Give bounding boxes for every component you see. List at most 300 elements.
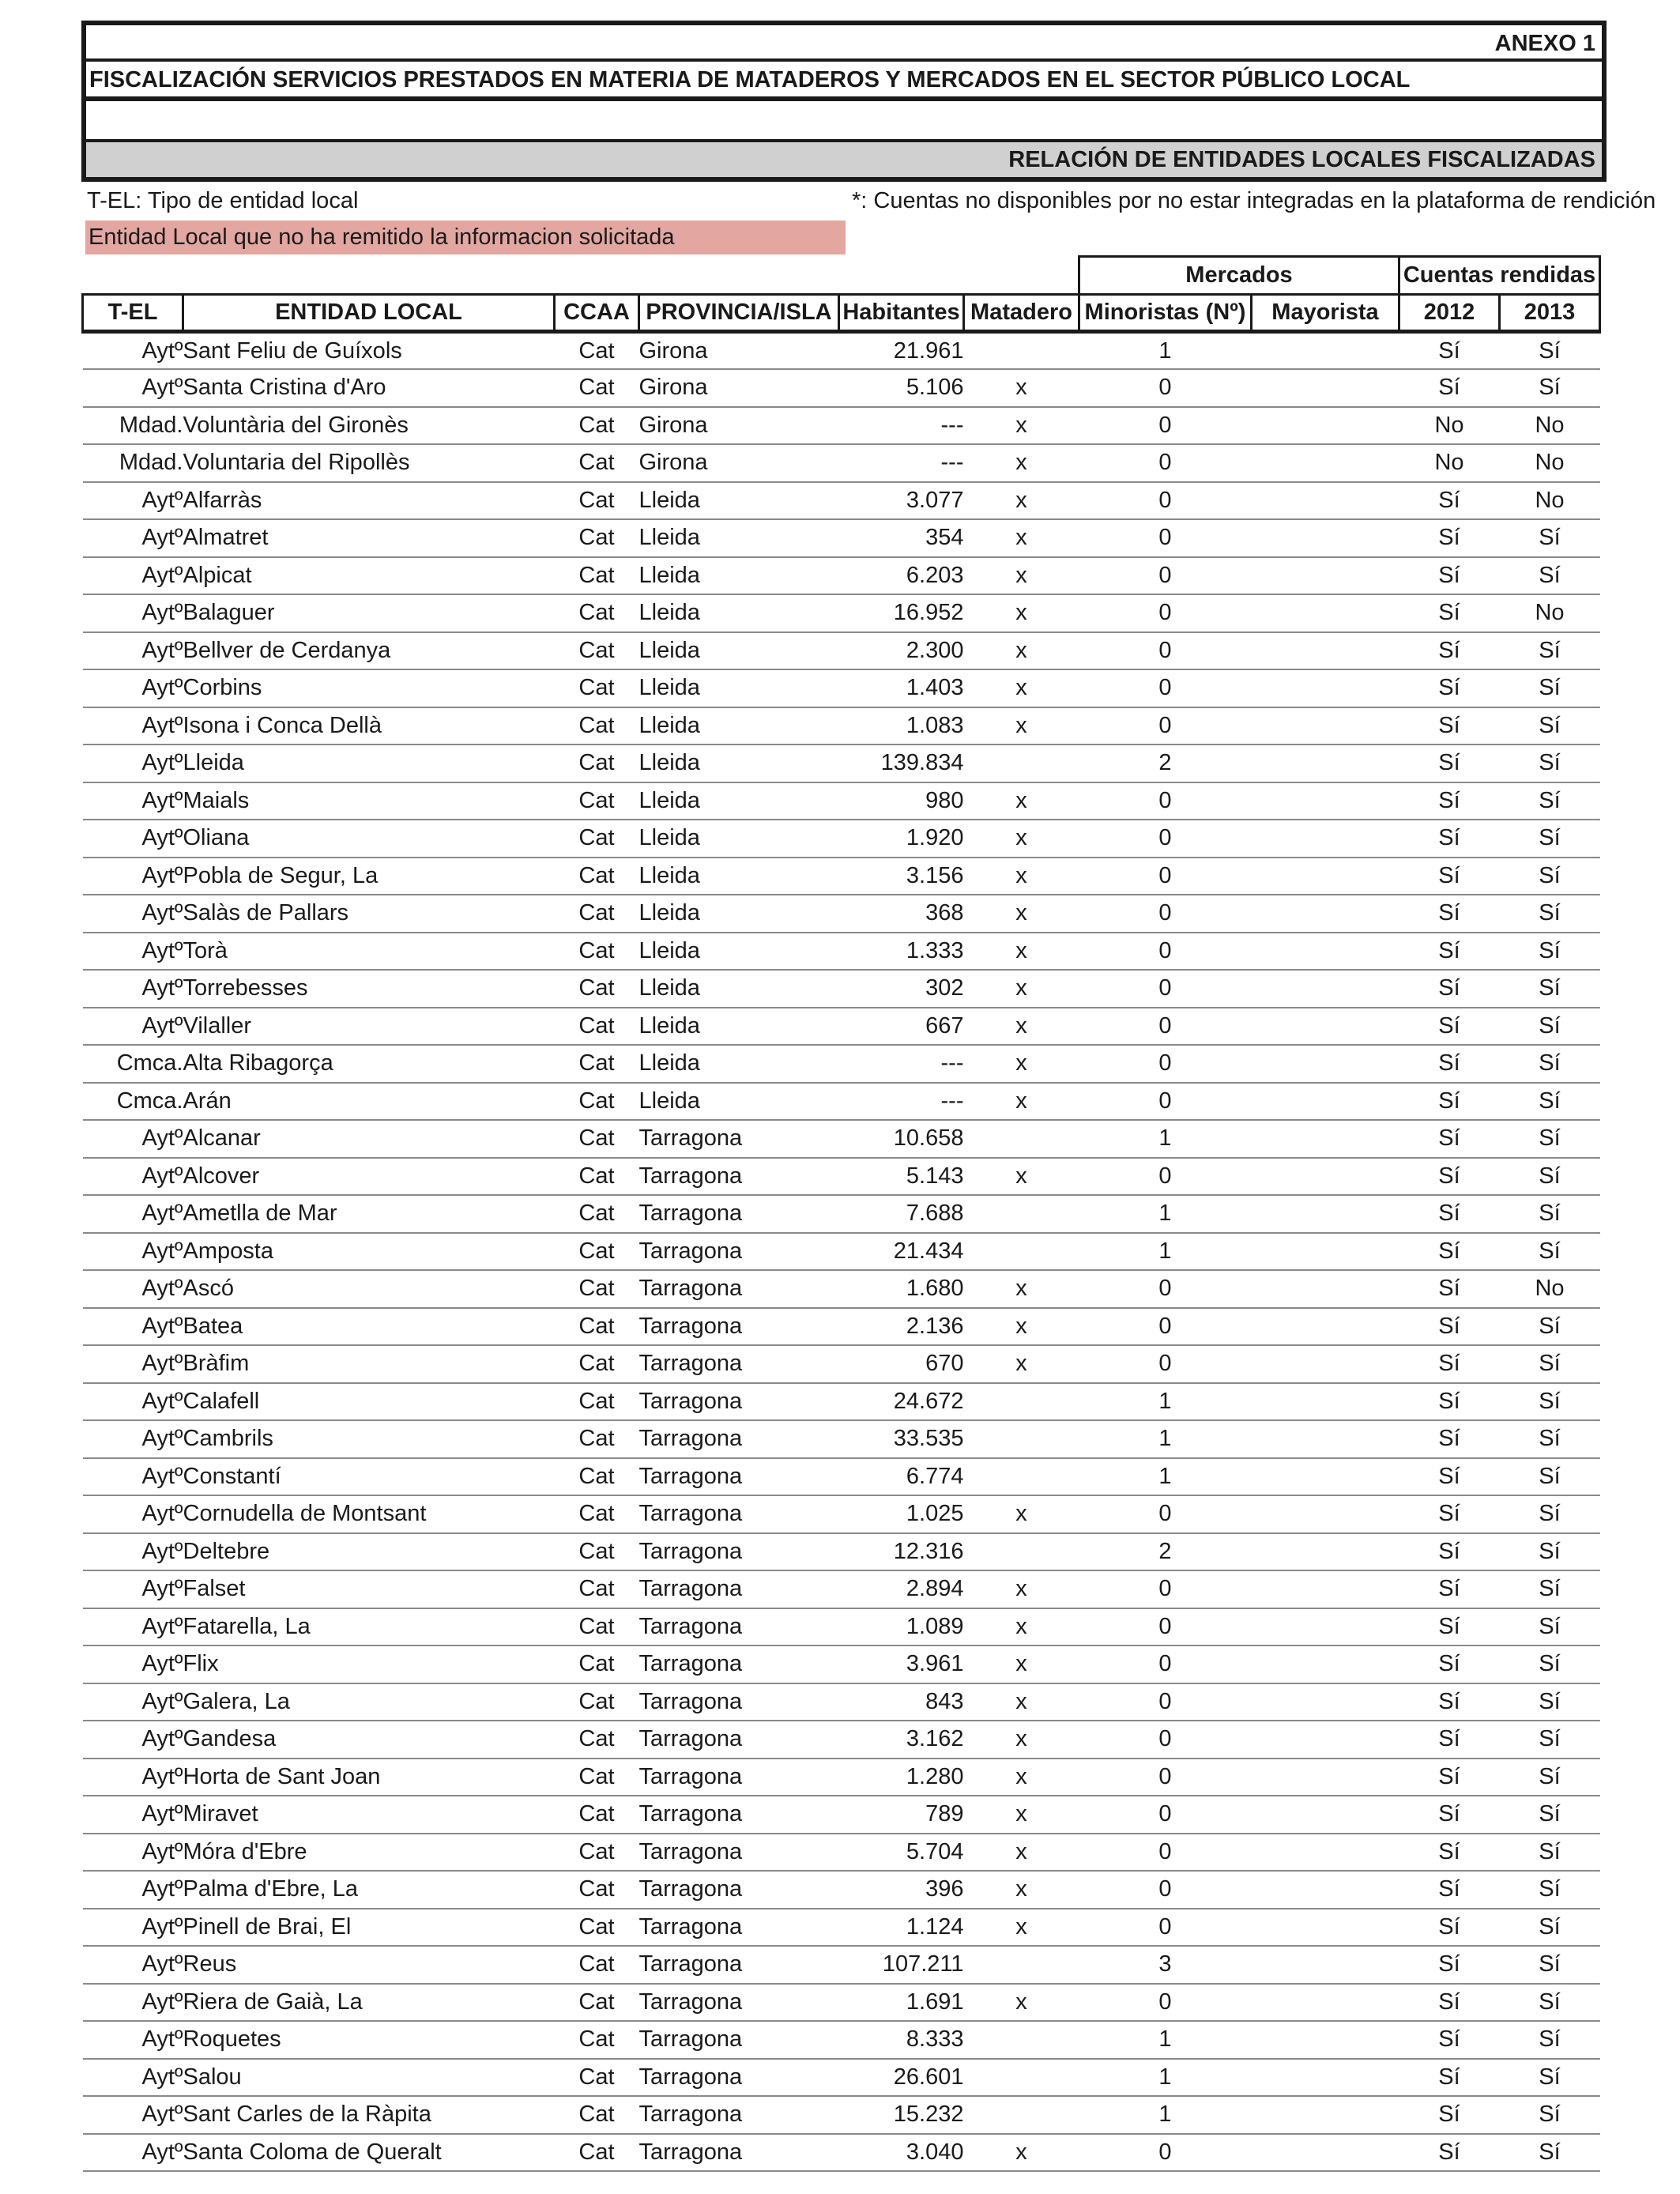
ccaa-cell: Cat xyxy=(555,669,639,707)
tel-cell: Aytº xyxy=(83,2134,183,2172)
entidad-cell: Alcover xyxy=(183,1158,555,1196)
mayorista-cell xyxy=(1252,895,1399,933)
matadero-cell: x xyxy=(964,1270,1079,1308)
habitantes-cell: 3.162 xyxy=(839,1721,964,1759)
matadero-cell: x xyxy=(964,858,1079,895)
entities-table xyxy=(81,255,1601,2172)
habitantes-cell: --- xyxy=(839,444,964,482)
mayorista-cell xyxy=(1252,1946,1399,1984)
minoristas-cell: 0 xyxy=(1079,1834,1252,1872)
cuentas-2013-cell: Sí xyxy=(1500,1570,1600,1608)
table-row xyxy=(83,1683,1600,1721)
minoristas-cell: 0 xyxy=(1079,444,1252,482)
provincia-cell: Tarragona xyxy=(639,1871,839,1909)
cuentas-2012-cell: Sí xyxy=(1399,1608,1500,1646)
matadero-cell: x xyxy=(964,933,1079,971)
table-row xyxy=(83,1608,1600,1646)
ccaa-cell: Cat xyxy=(555,444,639,482)
entidad-cell: Deltebre xyxy=(183,1533,555,1571)
cuentas-2013-cell: Sí xyxy=(1500,1683,1600,1721)
cuentas-2012-cell: Sí xyxy=(1399,2059,1500,2097)
cuentas-2012-cell: Sí xyxy=(1399,933,1500,971)
cuentas-2012-cell: No xyxy=(1399,444,1500,482)
tel-cell: Aytº xyxy=(83,745,183,782)
cuentas-2013-cell: Sí xyxy=(1500,1420,1600,1458)
entidad-cell: Alcanar xyxy=(183,1120,555,1158)
minoristas-cell: 0 xyxy=(1079,1796,1252,1834)
entidad-cell: Sant Carles de la Ràpita xyxy=(183,2096,555,2134)
provincia-cell: Tarragona xyxy=(639,2096,839,2134)
mayorista-cell xyxy=(1252,482,1399,520)
entidad-cell: Salou xyxy=(183,2059,555,2097)
provincia-cell: Tarragona xyxy=(639,1383,839,1421)
col-header-mayorista: Mayorista xyxy=(1252,294,1399,332)
provincia-cell: Lleida xyxy=(639,557,839,595)
matadero-cell xyxy=(964,1946,1079,1984)
matadero-cell xyxy=(964,1533,1079,1571)
col-header-entidad: ENTIDAD LOCAL xyxy=(183,294,555,332)
table-row xyxy=(83,594,1600,632)
table-row xyxy=(83,1345,1600,1383)
provincia-cell: Tarragona xyxy=(639,1759,839,1796)
minoristas-cell: 1 xyxy=(1079,2059,1252,2097)
matadero-cell: x xyxy=(964,1834,1079,1872)
cuentas-2012-cell: Sí xyxy=(1399,482,1500,520)
habitantes-cell: 368 xyxy=(839,895,964,933)
minoristas-cell: 0 xyxy=(1079,2134,1252,2172)
table-row xyxy=(83,895,1600,933)
habitantes-cell: 2.894 xyxy=(839,1570,964,1608)
entidad-cell: Torà xyxy=(183,933,555,971)
provincia-cell: Tarragona xyxy=(639,1495,839,1533)
provincia-cell: Lleida xyxy=(639,895,839,933)
cuentas-2012-cell: Sí xyxy=(1399,1646,1500,1683)
minoristas-cell: 0 xyxy=(1079,369,1252,407)
table-row xyxy=(83,1120,1600,1158)
minoristas-cell: 0 xyxy=(1079,1871,1252,1909)
table-row xyxy=(83,1533,1600,1571)
mayorista-cell xyxy=(1252,1195,1399,1233)
habitantes-cell: 3.040 xyxy=(839,2134,964,2172)
table-row xyxy=(83,632,1600,670)
provincia-cell: Girona xyxy=(639,444,839,482)
provincia-cell: Girona xyxy=(639,369,839,407)
matadero-cell xyxy=(964,1458,1079,1496)
minoristas-cell: 0 xyxy=(1079,858,1252,895)
entidad-cell: Sant Feliu de Guíxols xyxy=(183,332,555,370)
cuentas-2013-cell: Sí xyxy=(1500,2134,1600,2172)
header-spacer xyxy=(83,257,1079,295)
cuentas-2013-cell: Sí xyxy=(1500,970,1600,1008)
ccaa-cell: Cat xyxy=(555,1008,639,1046)
matadero-cell xyxy=(964,1383,1079,1421)
cuentas-2012-cell: Sí xyxy=(1399,2096,1500,2134)
habitantes-cell: 33.535 xyxy=(839,1420,964,1458)
mayorista-cell xyxy=(1252,2096,1399,2134)
entidad-cell: Balaguer xyxy=(183,594,555,632)
table-row xyxy=(83,782,1600,820)
cuentas-2012-cell: Sí xyxy=(1399,707,1500,745)
provincia-cell: Lleida xyxy=(639,1045,839,1083)
cuentas-2012-cell: Sí xyxy=(1399,1308,1500,1346)
tel-cell: Aytº xyxy=(83,1308,183,1346)
provincia-cell: Lleida xyxy=(639,745,839,782)
minoristas-cell: 0 xyxy=(1079,1608,1252,1646)
mayorista-cell xyxy=(1252,1759,1399,1796)
ccaa-cell: Cat xyxy=(555,369,639,407)
cuentas-2013-cell: Sí xyxy=(1500,1158,1600,1196)
habitantes-cell: 670 xyxy=(839,1345,964,1383)
provincia-cell: Tarragona xyxy=(639,1608,839,1646)
cuentas-2013-cell: Sí xyxy=(1500,1721,1600,1759)
provincia-cell: Tarragona xyxy=(639,1233,839,1271)
matadero-cell: x xyxy=(964,632,1079,670)
tel-cell: Aytº xyxy=(83,1646,183,1683)
table-body xyxy=(83,332,1600,2172)
tel-cell: Aytº xyxy=(83,820,183,858)
provincia-cell: Tarragona xyxy=(639,1721,839,1759)
habitantes-cell: 21.434 xyxy=(839,1233,964,1271)
tel-cell: Aytº xyxy=(83,1984,183,2022)
cuentas-2012-cell: Sí xyxy=(1399,1984,1500,2022)
mayorista-cell xyxy=(1252,820,1399,858)
cuentas-2012-cell: Sí xyxy=(1399,1570,1500,1608)
cuentas-2013-cell: No xyxy=(1500,444,1600,482)
entidad-cell: Bellver de Cerdanya xyxy=(183,632,555,670)
provincia-cell: Lleida xyxy=(639,970,839,1008)
ccaa-cell: Cat xyxy=(555,1759,639,1796)
matadero-cell: x xyxy=(964,1570,1079,1608)
cuentas-2013-cell: Sí xyxy=(1500,632,1600,670)
cuentas-2012-cell: Sí xyxy=(1399,1233,1500,1271)
entidad-cell: Isona i Conca Dellà xyxy=(183,707,555,745)
mayorista-cell xyxy=(1252,1083,1399,1121)
table-row xyxy=(83,669,1600,707)
provincia-cell: Tarragona xyxy=(639,1458,839,1496)
provincia-cell: Tarragona xyxy=(639,1834,839,1872)
provincia-cell: Lleida xyxy=(639,820,839,858)
minoristas-cell: 0 xyxy=(1079,1570,1252,1608)
matadero-cell: x xyxy=(964,1158,1079,1196)
matadero-cell xyxy=(964,332,1079,370)
annex-header-box xyxy=(81,21,1607,182)
ccaa-cell: Cat xyxy=(555,1270,639,1308)
minoristas-cell: 0 xyxy=(1079,1721,1252,1759)
matadero-cell: x xyxy=(964,594,1079,632)
ccaa-cell: Cat xyxy=(555,970,639,1008)
table-row xyxy=(83,1195,1600,1233)
tel-cell: Aytº xyxy=(83,1495,183,1533)
matadero-cell: x xyxy=(964,482,1079,520)
matadero-cell: x xyxy=(964,1646,1079,1683)
mayorista-cell xyxy=(1252,1233,1399,1271)
tel-cell: Aytº xyxy=(83,1570,183,1608)
matadero-cell: x xyxy=(964,1683,1079,1721)
blank-header-row xyxy=(86,101,1602,142)
habitantes-cell: 6.203 xyxy=(839,557,964,595)
table-row xyxy=(83,2134,1600,2172)
habitantes-cell: 24.672 xyxy=(839,1383,964,1421)
ccaa-cell: Cat xyxy=(555,1045,639,1083)
mayorista-cell xyxy=(1252,444,1399,482)
ccaa-cell: Cat xyxy=(555,1533,639,1571)
matadero-cell: x xyxy=(964,1083,1079,1121)
matadero-cell: x xyxy=(964,1045,1079,1083)
entidad-cell: Batea xyxy=(183,1308,555,1346)
provincia-cell: Tarragona xyxy=(639,1270,839,1308)
table-row xyxy=(83,1721,1600,1759)
cuentas-2013-cell: Sí xyxy=(1500,1345,1600,1383)
matadero-cell: x xyxy=(964,369,1079,407)
ccaa-cell: Cat xyxy=(555,820,639,858)
cuentas-2013-cell: Sí xyxy=(1500,519,1600,557)
tel-cell: Mdad. xyxy=(83,407,183,445)
habitantes-cell: 789 xyxy=(839,1796,964,1834)
provincia-cell: Tarragona xyxy=(639,1646,839,1683)
ccaa-cell: Cat xyxy=(555,1721,639,1759)
ccaa-cell: Cat xyxy=(555,557,639,595)
provincia-cell: Tarragona xyxy=(639,1909,839,1947)
ccaa-cell: Cat xyxy=(555,1646,639,1683)
table-row xyxy=(83,1083,1600,1121)
entidad-cell: Palma d'Ebre, La xyxy=(183,1871,555,1909)
cuentas-2013-cell: Sí xyxy=(1500,1946,1600,1984)
entidad-cell: Fatarella, La xyxy=(183,1608,555,1646)
provincia-cell: Tarragona xyxy=(639,1158,839,1196)
cuentas-2012-cell: Sí xyxy=(1399,594,1500,632)
entidad-cell: Reus xyxy=(183,1946,555,1984)
mayorista-cell xyxy=(1252,1045,1399,1083)
ccaa-cell: Cat xyxy=(555,1083,639,1121)
matadero-cell: x xyxy=(964,519,1079,557)
tel-cell: Aytº xyxy=(83,1383,183,1421)
table-row xyxy=(83,1946,1600,1984)
cuentas-2013-cell: Sí xyxy=(1500,1871,1600,1909)
cuentas-2012-cell: Sí xyxy=(1399,1909,1500,1947)
minoristas-cell: 2 xyxy=(1079,1533,1252,1571)
ccaa-cell: Cat xyxy=(555,1796,639,1834)
table-row xyxy=(83,1759,1600,1796)
matadero-cell: x xyxy=(964,1909,1079,1947)
matadero-cell: x xyxy=(964,669,1079,707)
tel-cell: Aytº xyxy=(83,1195,183,1233)
tel-cell: Aytº xyxy=(83,1233,183,1271)
ccaa-cell: Cat xyxy=(555,594,639,632)
tel-cell: Aytº xyxy=(83,632,183,670)
table-row xyxy=(83,1158,1600,1196)
ccaa-cell: Cat xyxy=(555,782,639,820)
mayorista-cell xyxy=(1252,1420,1399,1458)
matadero-cell xyxy=(964,1233,1079,1271)
habitantes-cell: 1.089 xyxy=(839,1608,964,1646)
ccaa-cell: Cat xyxy=(555,519,639,557)
cuentas-2013-cell: Sí xyxy=(1500,1796,1600,1834)
col-header-minoristas: Minoristas (Nº) xyxy=(1079,294,1252,332)
tel-note: T-EL: Tipo de entidad local xyxy=(87,188,359,213)
entidad-cell: Miravet xyxy=(183,1796,555,1834)
cuentas-2012-cell: Sí xyxy=(1399,1946,1500,1984)
group-header-mercados: Mercados xyxy=(1079,257,1399,295)
cuentas-2012-cell: Sí xyxy=(1399,1495,1500,1533)
habitantes-cell: 5.106 xyxy=(839,369,964,407)
table-row xyxy=(83,2059,1600,2097)
cuentas-2012-cell: Sí xyxy=(1399,1458,1500,1496)
minoristas-cell: 0 xyxy=(1079,1158,1252,1196)
entidad-cell: Corbins xyxy=(183,669,555,707)
cuentas-2013-cell: Sí xyxy=(1500,782,1600,820)
ccaa-cell: Cat xyxy=(555,1608,639,1646)
tel-cell: Aytº xyxy=(83,1683,183,1721)
cuentas-2013-cell: Sí xyxy=(1500,1759,1600,1796)
ccaa-cell: Cat xyxy=(555,1233,639,1271)
minoristas-cell: 3 xyxy=(1079,1946,1252,1984)
entidad-cell: Voluntaria del Ripollès xyxy=(183,444,555,482)
mayorista-cell xyxy=(1252,782,1399,820)
minoristas-cell: 0 xyxy=(1079,1759,1252,1796)
cuentas-2013-cell: Sí xyxy=(1500,2096,1600,2134)
table-row xyxy=(83,1458,1600,1496)
provincia-cell: Lleida xyxy=(639,858,839,895)
tel-cell: Aytº xyxy=(83,594,183,632)
habitantes-cell: 1.083 xyxy=(839,707,964,745)
mayorista-cell xyxy=(1252,407,1399,445)
cuentas-2013-cell: Sí xyxy=(1500,1984,1600,2022)
cuentas-2013-cell: Sí xyxy=(1500,1045,1600,1083)
tel-cell: Aytº xyxy=(83,1533,183,1571)
entidad-cell: Ascó xyxy=(183,1270,555,1308)
table-row xyxy=(83,1871,1600,1909)
tel-cell: Aytº xyxy=(83,933,183,971)
tel-cell: Aytº xyxy=(83,2021,183,2059)
cuentas-2013-cell: Sí xyxy=(1500,1383,1600,1421)
tel-cell: Aytº xyxy=(83,1008,183,1046)
minoristas-cell: 0 xyxy=(1079,407,1252,445)
minoristas-cell: 0 xyxy=(1079,1045,1252,1083)
tel-cell: Aytº xyxy=(83,519,183,557)
annex-label: ANEXO 1 xyxy=(86,25,1602,62)
entidad-cell: Maials xyxy=(183,782,555,820)
ccaa-cell: Cat xyxy=(555,1120,639,1158)
mayorista-cell xyxy=(1252,1345,1399,1383)
tel-cell: Cmca. xyxy=(83,1083,183,1121)
entidad-cell: Amposta xyxy=(183,1233,555,1271)
habitantes-cell: 354 xyxy=(839,519,964,557)
accounts-note: *: Cuentas no disponibles por no estar integradas en la plataforma de rendición xyxy=(852,188,1656,213)
cuentas-2012-cell: Sí xyxy=(1399,782,1500,820)
matadero-cell xyxy=(964,1195,1079,1233)
tel-cell: Aytº xyxy=(83,1120,183,1158)
ccaa-cell: Cat xyxy=(555,1946,639,1984)
ccaa-cell: Cat xyxy=(555,933,639,971)
habitantes-cell: 7.688 xyxy=(839,1195,964,1233)
cuentas-2012-cell: Sí xyxy=(1399,369,1500,407)
minoristas-cell: 0 xyxy=(1079,1308,1252,1346)
provincia-cell: Lleida xyxy=(639,1083,839,1121)
table-row xyxy=(83,2021,1600,2059)
cuentas-2012-cell: Sí xyxy=(1399,1796,1500,1834)
tel-cell: Aytº xyxy=(83,669,183,707)
minoristas-cell: 1 xyxy=(1079,2096,1252,2134)
habitantes-cell: 10.658 xyxy=(839,1120,964,1158)
cuentas-2013-cell: Sí xyxy=(1500,669,1600,707)
ccaa-cell: Cat xyxy=(555,1345,639,1383)
provincia-cell: Tarragona xyxy=(639,1420,839,1458)
cuentas-2013-cell: Sí xyxy=(1500,1195,1600,1233)
matadero-cell: x xyxy=(964,1308,1079,1346)
cuentas-2013-cell: No xyxy=(1500,482,1600,520)
ccaa-cell: Cat xyxy=(555,1871,639,1909)
matadero-cell xyxy=(964,1120,1079,1158)
matadero-cell: x xyxy=(964,1871,1079,1909)
entidad-cell: Ametlla de Mar xyxy=(183,1195,555,1233)
mayorista-cell xyxy=(1252,632,1399,670)
matadero-cell: x xyxy=(964,1721,1079,1759)
provincia-cell: Lleida xyxy=(639,519,839,557)
cuentas-2013-cell: Sí xyxy=(1500,1308,1600,1346)
table-row xyxy=(83,970,1600,1008)
entidad-cell: Vilaller xyxy=(183,1008,555,1046)
table-row xyxy=(83,1570,1600,1608)
ccaa-cell: Cat xyxy=(555,1834,639,1872)
tel-cell: Aytº xyxy=(83,1458,183,1496)
ccaa-cell: Cat xyxy=(555,1984,639,2022)
mayorista-cell xyxy=(1252,933,1399,971)
provincia-cell: Tarragona xyxy=(639,1570,839,1608)
mayorista-cell xyxy=(1252,1120,1399,1158)
habitantes-cell: 1.025 xyxy=(839,1495,964,1533)
minoristas-cell: 0 xyxy=(1079,1909,1252,1947)
ccaa-cell: Cat xyxy=(555,2096,639,2134)
tel-cell: Aytº xyxy=(83,1420,183,1458)
col-header-2012: 2012 xyxy=(1399,294,1500,332)
cuentas-2013-cell: Sí xyxy=(1500,2059,1600,2097)
provincia-cell: Tarragona xyxy=(639,1308,839,1346)
provincia-cell: Girona xyxy=(639,407,839,445)
tel-cell: Aytº xyxy=(83,1608,183,1646)
table-row xyxy=(83,407,1600,445)
cuentas-2013-cell: Sí xyxy=(1500,933,1600,971)
cuentas-2013-cell: Sí xyxy=(1500,1008,1600,1046)
entidad-cell: Alta Ribagorça xyxy=(183,1045,555,1083)
minoristas-cell: 0 xyxy=(1079,1345,1252,1383)
matadero-cell xyxy=(964,1420,1079,1458)
tel-cell: Aytº xyxy=(83,332,183,370)
table-row xyxy=(83,332,1600,370)
habitantes-cell: 1.920 xyxy=(839,820,964,858)
ccaa-cell: Cat xyxy=(555,2059,639,2097)
entidad-cell: Roquetes xyxy=(183,2021,555,2059)
habitantes-cell: 107.211 xyxy=(839,1946,964,1984)
matadero-cell: x xyxy=(964,895,1079,933)
cuentas-2013-cell: Sí xyxy=(1500,1495,1600,1533)
habitantes-cell: --- xyxy=(839,407,964,445)
table-row xyxy=(83,1270,1600,1308)
cuentas-2013-cell: Sí xyxy=(1500,820,1600,858)
tel-cell: Aytº xyxy=(83,1270,183,1308)
habitantes-cell: 302 xyxy=(839,970,964,1008)
habitantes-cell: 5.143 xyxy=(839,1158,964,1196)
cuentas-2013-cell: Sí xyxy=(1500,1646,1600,1683)
provincia-cell: Tarragona xyxy=(639,1984,839,2022)
mayorista-cell xyxy=(1252,707,1399,745)
minoristas-cell: 0 xyxy=(1079,820,1252,858)
cuentas-2012-cell: Sí xyxy=(1399,1759,1500,1796)
provincia-cell: Lleida xyxy=(639,632,839,670)
matadero-cell: x xyxy=(964,970,1079,1008)
table-row xyxy=(83,745,1600,782)
entidad-cell: Calafell xyxy=(183,1383,555,1421)
mayorista-cell xyxy=(1252,1270,1399,1308)
